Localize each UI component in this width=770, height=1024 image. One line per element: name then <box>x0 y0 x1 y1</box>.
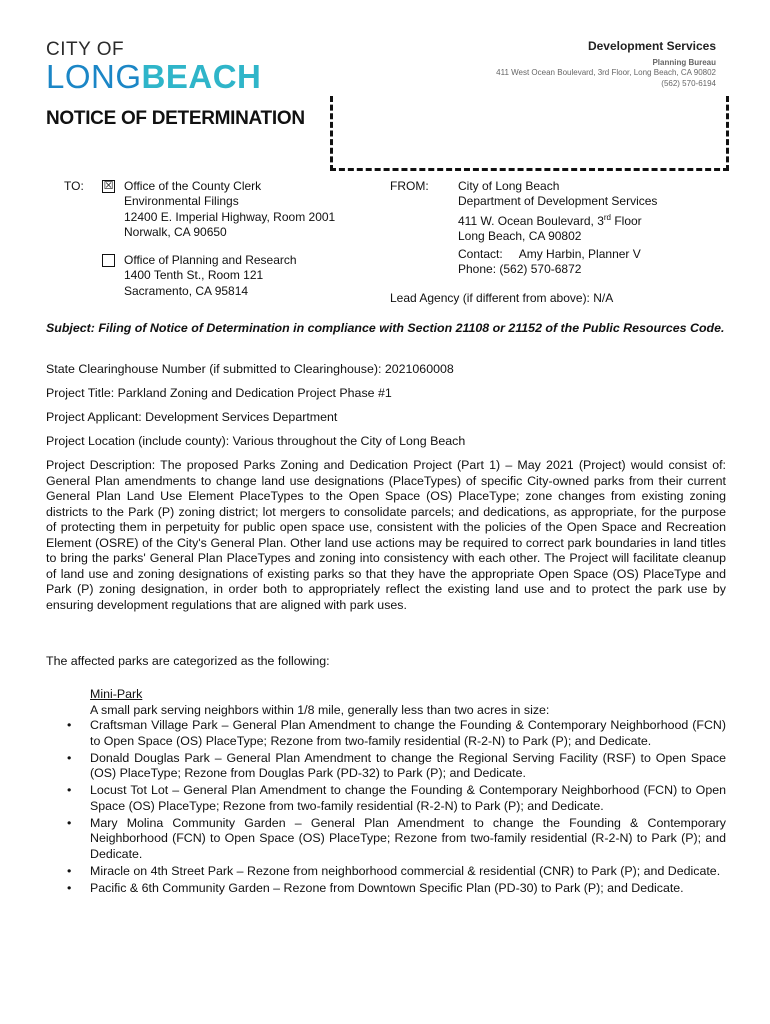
list-item <box>46 751 726 782</box>
department-phone: (562) 570-6194 <box>661 79 716 88</box>
project-title: Project Title: Parkland Zoning and Dedication Project Phase #1 <box>46 386 392 400</box>
department-name: Development Services <box>587 39 716 53</box>
bullet: • <box>67 880 72 895</box>
address-line: 1400 Tenth St., Room 121 <box>124 268 264 283</box>
from-line: Department of Development Services <box>458 194 658 209</box>
filing-stamp-box <box>330 96 729 171</box>
address-line: 12400 E. Imperial Highway, Room 2001 <box>124 209 336 224</box>
lead-agency: Lead Agency (if different from above): N/A <box>390 291 614 305</box>
address-line: Office of the County Clerk <box>124 179 262 193</box>
clearinghouse-number: State Clearinghouse Number (if submitted to Clearinghouse): 2021060008 <box>46 362 454 376</box>
from-line: Long Beach, CA 90802 <box>458 228 582 243</box>
list-item <box>46 816 726 863</box>
from-label: FROM: <box>390 179 429 193</box>
project-location: Project Location (include county): Various throughout the City of Long Beach <box>46 434 466 448</box>
logo-long-beach <box>46 60 261 94</box>
affected-parks-intro: The affected parks are categorized as the following: <box>46 654 330 668</box>
subject-line: Subject: Filing of Notice of Determination in compliance with Section 21108 or 21152 of the Public Resources Code. <box>46 321 725 335</box>
contact-block <box>458 247 641 277</box>
park-text: Craftsman Village Park – General Plan Amendment to change the Founding & Contemporary Neighborhood (FCN) to Open Space (OS) PlaceType; Rezone from two-family residential (R-2-N) to Park (P); and Dedicate. <box>90 718 726 748</box>
department-address: 411 West Ocean Boulevard, 3rd Floor, Long Beach, CA 90802 <box>496 68 716 77</box>
from-line: City of Long Beach <box>458 179 560 193</box>
minipark-title: Mini-Park <box>90 687 143 701</box>
contact-label: Contact: <box>458 247 503 261</box>
list-item <box>46 864 726 880</box>
contact-phone: Phone: (562) 570-6872 <box>458 262 582 276</box>
bullet: • <box>67 815 72 830</box>
county-clerk-address <box>124 179 335 240</box>
minipark-description: A small park serving neighbors within 1/8 mile, generally less than two acres in size: <box>90 702 550 717</box>
minipark-section <box>90 687 549 718</box>
opr-checkbox[interactable] <box>102 254 115 267</box>
park-text: Locust Tot Lot – General Plan Amendment to change the Founding & Contemporary Neighborhood (FCN) to Open Space (OS) PlaceType; Rezone from two-family residential (R-2-N) to Park (P); and Dedicate. <box>90 783 726 813</box>
logo-long: LONG <box>46 58 142 95</box>
address-line: Environmental Filings <box>124 194 239 209</box>
from-line3-pre: 411 W. Ocean Boulevard, 3 <box>458 213 604 228</box>
to-label: TO: <box>64 179 84 193</box>
address-line: Sacramento, CA 95814 <box>124 283 249 298</box>
city-logo <box>46 40 261 94</box>
project-applicant: Project Applicant: Development Services Department <box>46 410 338 424</box>
bullet: • <box>67 750 72 765</box>
list-item <box>46 881 726 897</box>
park-list <box>46 718 726 898</box>
park-text: Miracle on 4th Street Park – Rezone from neighborhood commercial & residential (CNR) to Park (P); and Dedicate. <box>90 863 721 878</box>
address-line: Office of Planning and Research <box>124 253 297 267</box>
bullet: • <box>67 863 72 878</box>
from-line3-post: Floor <box>611 213 642 228</box>
contact-name: Amy Harbin, Planner V <box>518 247 641 261</box>
bureau-name: Planning Bureau <box>652 58 716 67</box>
department-header <box>496 39 716 89</box>
bullet: • <box>67 718 72 732</box>
list-item <box>46 783 726 814</box>
logo-city-of: CITY OF <box>46 39 125 60</box>
logo-beach: BEACH <box>141 58 262 95</box>
park-text: Pacific & 6th Community Garden – Rezone from Downtown Specific Plan (PD-30) to Park (P); and Dedicate. <box>90 880 684 895</box>
park-text: Mary Molina Community Garden – General Plan Amendment to change the Founding & Contemporary Neighborhood (FCN) to Open Space (OS) PlaceType; Rezone from two-family residential (R-2-N) to Park (P); and Dedicate. <box>90 815 726 861</box>
list-item <box>46 718 726 749</box>
park-text: Donald Douglas Park – General Plan Amendment to change the Regional Serving Facility (RSF) to Open Space (OS) PlaceType; Rezone from Douglas Park (PD-32) to Park (P); and Dedicate. <box>90 750 726 780</box>
project-description: Project Description: The proposed Parks Zoning and Dedication Project (Part 1) – May 2021 (Project) would consist of: General Plan amendments to change land use designations (PlaceTypes) of specific City-owned parks from their current General Plan Land Use Element PlaceTypes to the Open Space (OS) PlaceType; zone changes from existing zoning districts to the Park (P) zoning district; lot mergers to consolidate parcels; and dedications, as appropriate, for the purpose of protecting them in perpetuity for public open space use, consistent with the policies of the Open Space and Recreation Element (OSRE) of the City's General Plan. Other land use actions may be required to correct park boundaries in land titles to bring the parks' General Plan PlaceTypes and zoning into consistency with each other. The Project will facilitate cleanup of land use and zoning designations of existing parks so that they have the appropriate Open Space (OS) PlaceType and Park (P) zoning designation, in order both to appropriately reflect the existing land use and to protect the park use by ensuring development regulations that are aligned with park uses. <box>46 458 726 612</box>
contact-line <box>458 247 641 262</box>
from-line <box>458 210 657 229</box>
from-address <box>458 179 657 244</box>
opr-address <box>124 253 297 299</box>
page-title: NOTICE OF DETERMINATION <box>46 108 305 129</box>
from-line3-sup: rd <box>603 212 611 222</box>
address-line: Norwalk, CA 90650 <box>124 224 227 239</box>
bullet: • <box>67 783 72 797</box>
county-clerk-checkbox[interactable]: ☒ <box>103 180 114 192</box>
